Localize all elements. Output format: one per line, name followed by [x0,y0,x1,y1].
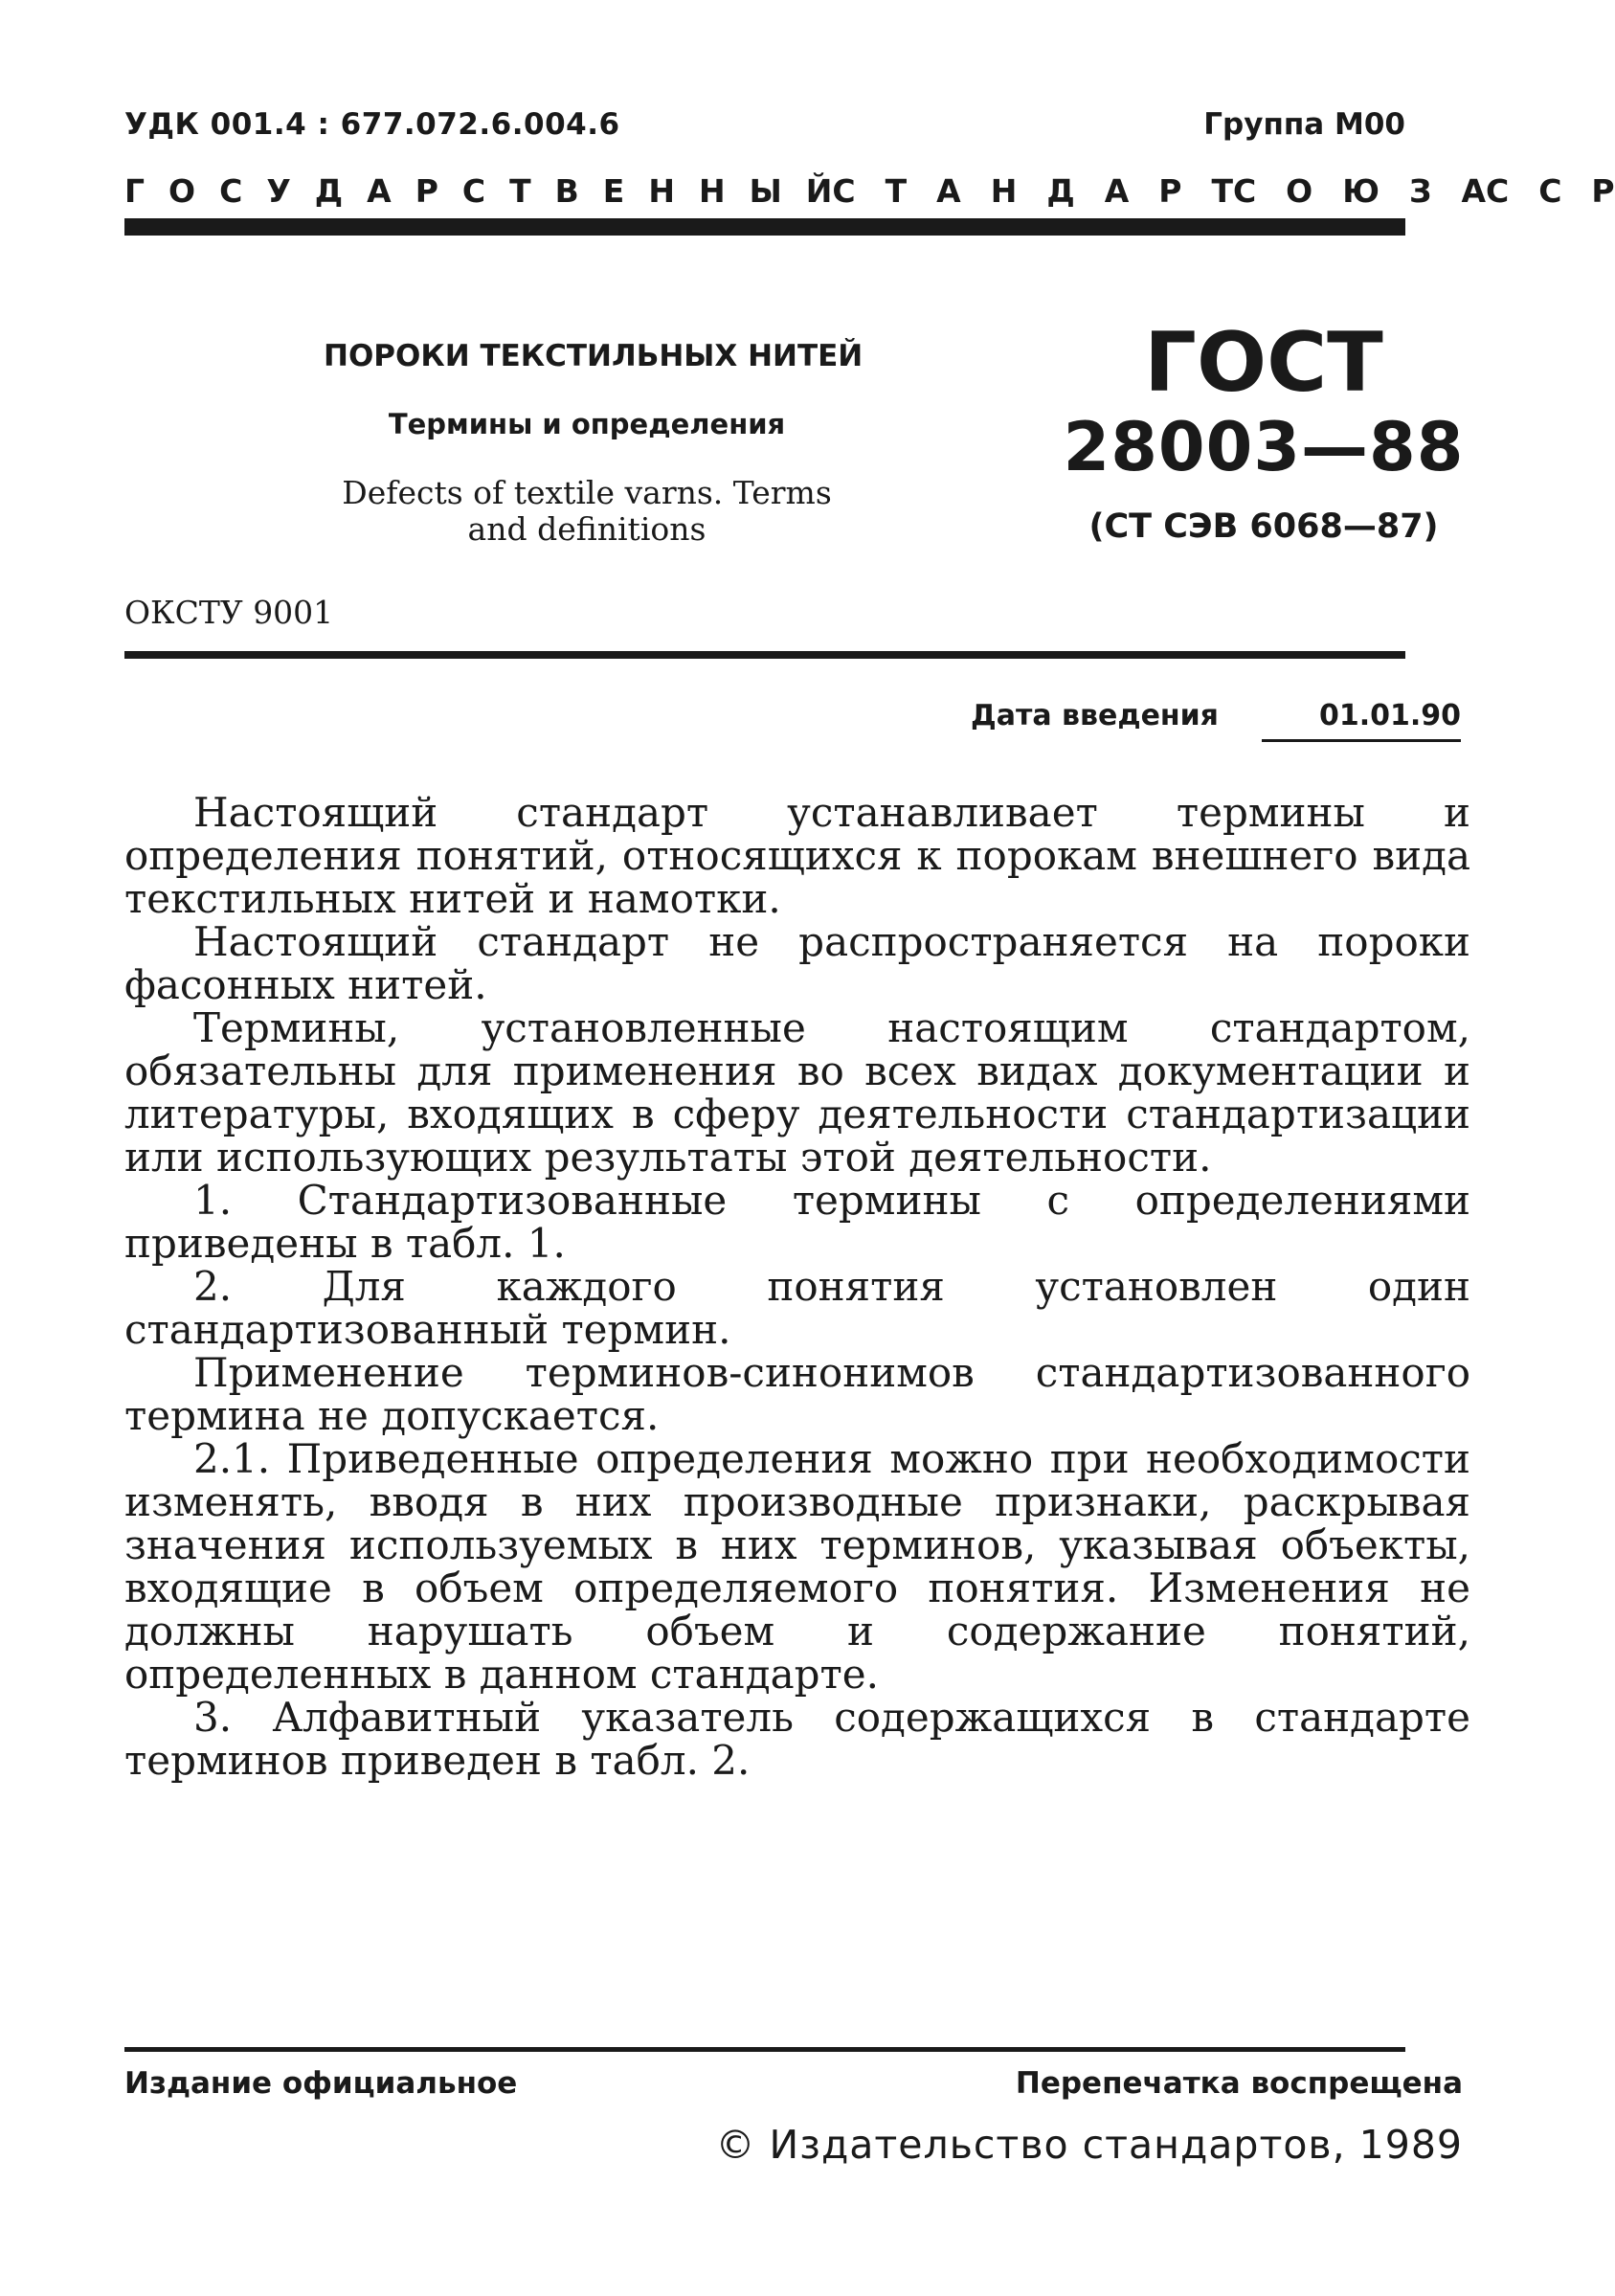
state-standard-heading [124,172,1615,210]
paragraph: Настоящий стандарт устанавливает термины и определения понятий, относящихся к порокам внешнего вида текстильных нитей и намотки. [124,789,1470,922]
paragraph: 2. Для каждого понятия установлен один стандартизованный термин. [124,1263,1470,1353]
title-russian: ПОРОКИ ТЕКСТИЛЬНЫХ НИТЕЙ [324,339,864,373]
bottom-rule [124,2047,1405,2052]
middle-rule [124,651,1405,659]
reprint-note: Перепечатка воспрещена [1015,2066,1463,2101]
paragraph: 1. Стандартизованные термины с определениями приведены в табл. 1. [124,1177,1470,1267]
cmea-designation: (СТ СЭВ 6068—87) [1088,507,1439,546]
heading-word-4: С С Р [1485,172,1615,210]
title-english: Defects of textile varns. Terms and definitions [342,474,832,548]
heading-word-1: Г О С У Д А Р С Т В Е Н Н Ы Й [124,172,833,210]
paragraph: 3. Алфавитный указатель содержащихся в стандарте терминов приведен в табл. 2. [124,1694,1470,1784]
paragraph: 2.1. Приведенные определения можно при необходимости изменять, вводя в них производные признаки, раскрывая значения используемых в них терминов, указывая объекты, входящие в объем определяемого понятия. Изменения не должны нарушать объем и содержание понятий, определенных в данном стандарте. [124,1435,1470,1698]
oksty-code: ОКСТУ 9001 [124,594,334,631]
edition-note: Издание официальное [124,2066,518,2101]
paragraph: Настоящий стандарт не распространяется на пороки фасонных нитей. [124,918,1470,1008]
gost-number: 28003—88 [1063,408,1465,486]
heading-word-2: С Т А Н Д А Р Т [832,172,1233,210]
introduction-date-value: 01.01.90 [1318,699,1461,732]
subtitle-russian: Термины и определения [388,408,786,440]
gost-label: ГОСТ [1144,315,1383,411]
heading-word-3: С О Ю З А [1232,172,1486,210]
paragraph: Термины, установленные настоящим стандартом, обязательны для применения во всех видах документации и литературы, входящих в сферу деятельности стандартизации или использующих результаты этой деятельности. [124,1004,1470,1181]
top-rule [124,218,1405,236]
group-code: Группа М00 [1203,107,1405,142]
date-underline [1262,739,1461,742]
udk-code: УДК 001.4 : 677.072.6.004.6 [124,107,620,142]
introduction-date-label: Дата введения [971,699,1219,732]
copyright-line: © Издательство стандартов, 1989 [715,2122,1463,2168]
body-text [124,791,1470,1782]
paragraph: Применение терминов-синонимов стандартизованного термина не допускается. [124,1349,1470,1439]
